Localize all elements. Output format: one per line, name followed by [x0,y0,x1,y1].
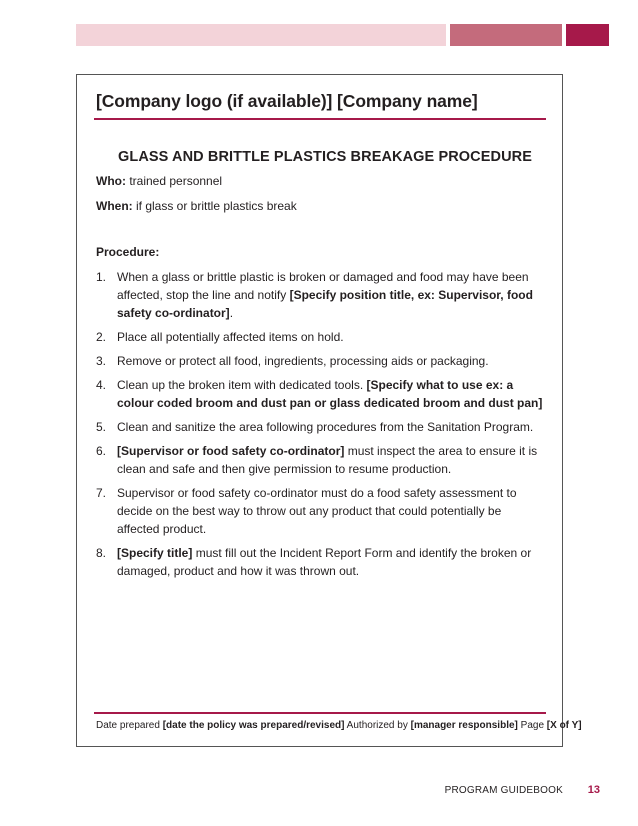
step-placeholder: [Specify what to use ex: a colour coded broom and dust pan or glass dedicated broom and dust pan] [117,378,543,410]
page-number: 13 [587,784,600,796]
step-number: 1. [96,270,107,284]
bottom-divider [94,712,546,714]
step-text: Clean and sanitize the area following procedures from the Sanitation Program. [117,420,534,434]
step-text-end: must fill out the Incident Report Form and identify the broken or damaged, product and how it was thrown out. [117,546,532,578]
who-label: Who: [96,174,126,188]
step-number: 7. [96,486,107,500]
step-number: 4. [96,378,107,392]
page-label: Page [517,720,547,731]
header-band-light [76,24,446,46]
list-item [96,352,546,370]
list-item [96,544,546,580]
who-value: trained personnel [129,174,223,188]
step-number: 8. [96,546,107,560]
step-text-end: must inspect the area to ensure it is clean and safe and then give permission to resume production. [117,444,538,476]
step-number: 5. [96,420,107,434]
list-item [96,268,546,322]
top-divider [94,118,546,120]
company-name-placeholder: [Company logo (if available)] [Company name] [96,91,478,111]
step-text: Place all potentially affected items on hold. [117,330,344,344]
date-placeholder: [date the policy was prepared/revised] [162,720,345,731]
when-label: When: [96,199,133,213]
list-item [96,418,546,436]
procedure-title: GLASS AND BRITTLE PLASTICS BREAKAGE PROCEDURE [118,149,533,165]
step-text: Supervisor or food safety co-ordinator must do a food safety assessment to decide on the best way to throw out any product that could potentially be affected product. [117,486,517,536]
when-value: if glass or brittle plastics break [132,199,297,213]
date-label: Date prepared [96,720,163,731]
step-placeholder: [Specify title] [117,546,193,560]
step-text-end: . [229,306,234,320]
who-line [96,174,222,188]
page-placeholder: [X of Y] [546,720,582,731]
signoff-line [96,720,582,731]
step-text: Clean up the broken item with dedicated tools. [117,378,367,392]
list-item [96,442,546,478]
step-text: Remove or protect all food, ingredients, processing aids or packaging. [117,354,489,368]
step-number: 2. [96,330,107,344]
procedure-heading: Procedure: [96,245,160,259]
list-item [96,376,546,412]
authorized-placeholder: [manager responsible] [410,720,518,731]
header-band-dark [566,24,609,46]
authorized-label: Authorized by [344,720,411,731]
step-placeholder: [Specify position title, ex: Supervisor, food safety co-ordinator] [117,288,533,320]
guidebook-label: PROGRAM GUIDEBOOK [444,785,563,796]
procedure-form-frame [76,74,582,747]
list-item [96,484,546,538]
step-number: 6. [96,444,107,458]
when-line [96,199,297,213]
header-band-mid [450,24,562,46]
step-text: When a glass or brittle plastic is broken or damaged and food may have been affected, stop the line and notify [117,270,529,302]
step-placeholder: [Supervisor or food safety co-ordinator] [117,444,345,458]
procedure-steps [96,268,546,586]
step-number: 3. [96,354,107,368]
list-item [96,328,546,346]
